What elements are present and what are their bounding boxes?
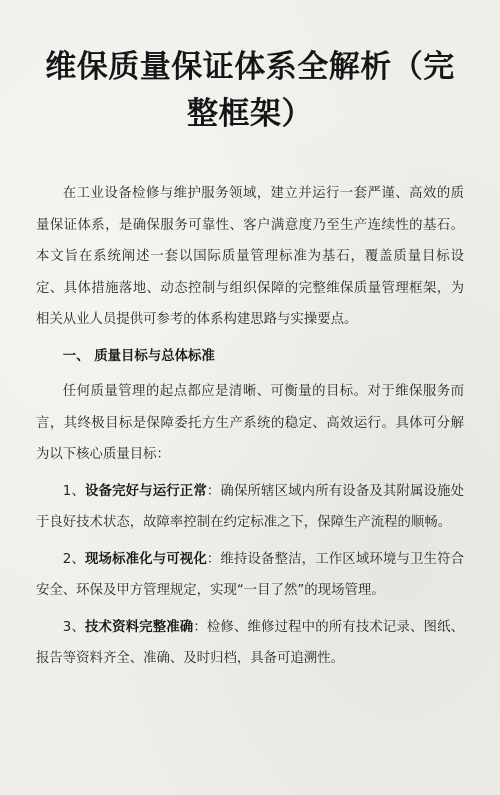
section-heading: 一、 质量目标与总体标准 [62,348,215,364]
list-item [36,544,464,607]
list-item-title: 设备完好与运行正常 [85,483,207,499]
list-item-title: 技术资料完整准确 [85,619,194,635]
list-item-index: 1、 [62,483,86,499]
list-item [36,476,464,539]
list-item [36,612,464,675]
list-item-index: 3、 [62,619,86,635]
list-item-title: 现场标准化与可视化 [85,551,207,567]
list-item-text: ：确保所辖区域内所有设备及其附属设施处于良好技术状态，故障率控制在约定标准之下，保障生产流程的顺畅。 [36,483,465,530]
list-item-index: 2、 [62,551,86,567]
section-paragraph: 任何质量管理的起点都应是清晰、可衡量的目标。对于维保服务而言，其终极目标是保障委托方生产系统的稳定、高效运行。具体可分解为以下核心质量目标： [36,384,464,462]
document-title: 维保质量保证体系全解析（完整框架） [45,49,455,132]
intro-paragraph: 在工业设备检修与维护服务领域，建立并运行一套严谨、高效的质量保证体系，是确保服务可靠性、客户满意度乃至生产连续性的基石。本文旨在系统阐述一套以国际质量管理标准为基石，覆盖质量目标设定、具体措施落地、动态控制与组织保障的完整维保质量管理框架，为相关从业人员提供可参考的体系构建思路与实操要点。 [36,186,464,327]
list-item-text: ：维持设备整洁，工作区域环境与卫生符合安全、环保及甲方管理规定，实现“一目了然”的现场管理。 [36,551,465,598]
document-body [36,178,464,675]
list-item-text: ：检修、维修过程中的所有技术记录、图纸、报告等资料齐全、准确、及时归档，具备可追溯性。 [36,619,465,666]
